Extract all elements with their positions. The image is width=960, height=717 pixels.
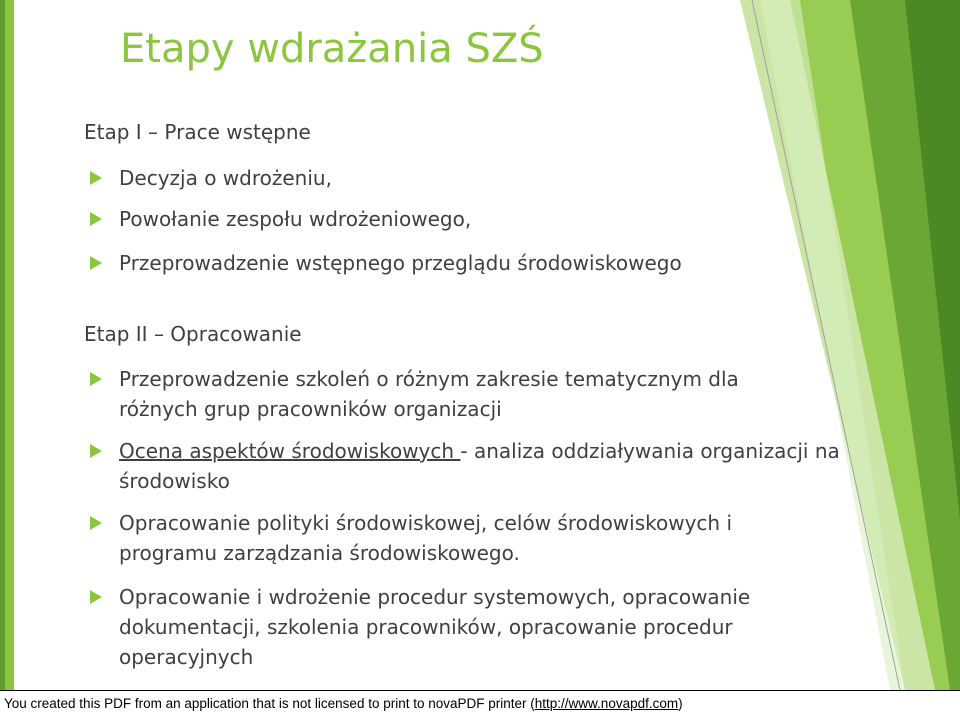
slide-title: Etapy wdrażania SZŚ (120, 26, 544, 72)
footer-text: You created this PDF from an application that is not licensed to print to novaPDF printer ( (4, 696, 535, 711)
stage-2-bullet: Opracowanie i wdrożenie procedur systemowych, opracowanie dokumentacji, szkolenia pracowników, opracowanie procedur operacyjnych (90, 582, 830, 672)
stage-2-heading: Etap II – Opracowanie (84, 322, 302, 346)
bullet-arrow-icon (90, 212, 102, 226)
stage-1-bullet: Przeprowadzenie wstępnego przeglądu środowiskowego (90, 248, 850, 278)
bullet-text: - analiza oddziaływania organizacji na środowisko (119, 439, 840, 493)
stage-1-bullet: Decyzja o wdrożeniu, (90, 163, 850, 193)
stage-2-bullet (90, 436, 890, 496)
novapdf-link[interactable]: http://www.novapdf.com (534, 696, 679, 711)
stage-2-bullet: Przeprowadzenie szkoleń o różnym zakresie tematycznym dla różnych grup pracowników organizacji (90, 364, 800, 424)
bullet-arrow-icon (90, 516, 102, 530)
bullet-arrow-icon (90, 590, 102, 604)
stage-1-heading: Etap I – Prace wstępne (84, 120, 311, 144)
underlined-term: Ocena aspektów środowiskowych (119, 439, 461, 463)
bullet-arrow-icon (90, 256, 102, 270)
novapdf-footer (0, 690, 960, 716)
footer-close: ) (678, 696, 683, 711)
bullet-arrow-icon (90, 372, 102, 386)
bullet-arrow-icon (90, 444, 102, 458)
stage-2-bullet: Opracowanie polityki środowiskowej, celów środowiskowych i programu zarządzania środowiskowego. (90, 508, 830, 568)
stage-1-bullet: Powołanie zespołu wdrożeniowego, (90, 204, 850, 234)
bullet-arrow-icon (90, 171, 102, 185)
